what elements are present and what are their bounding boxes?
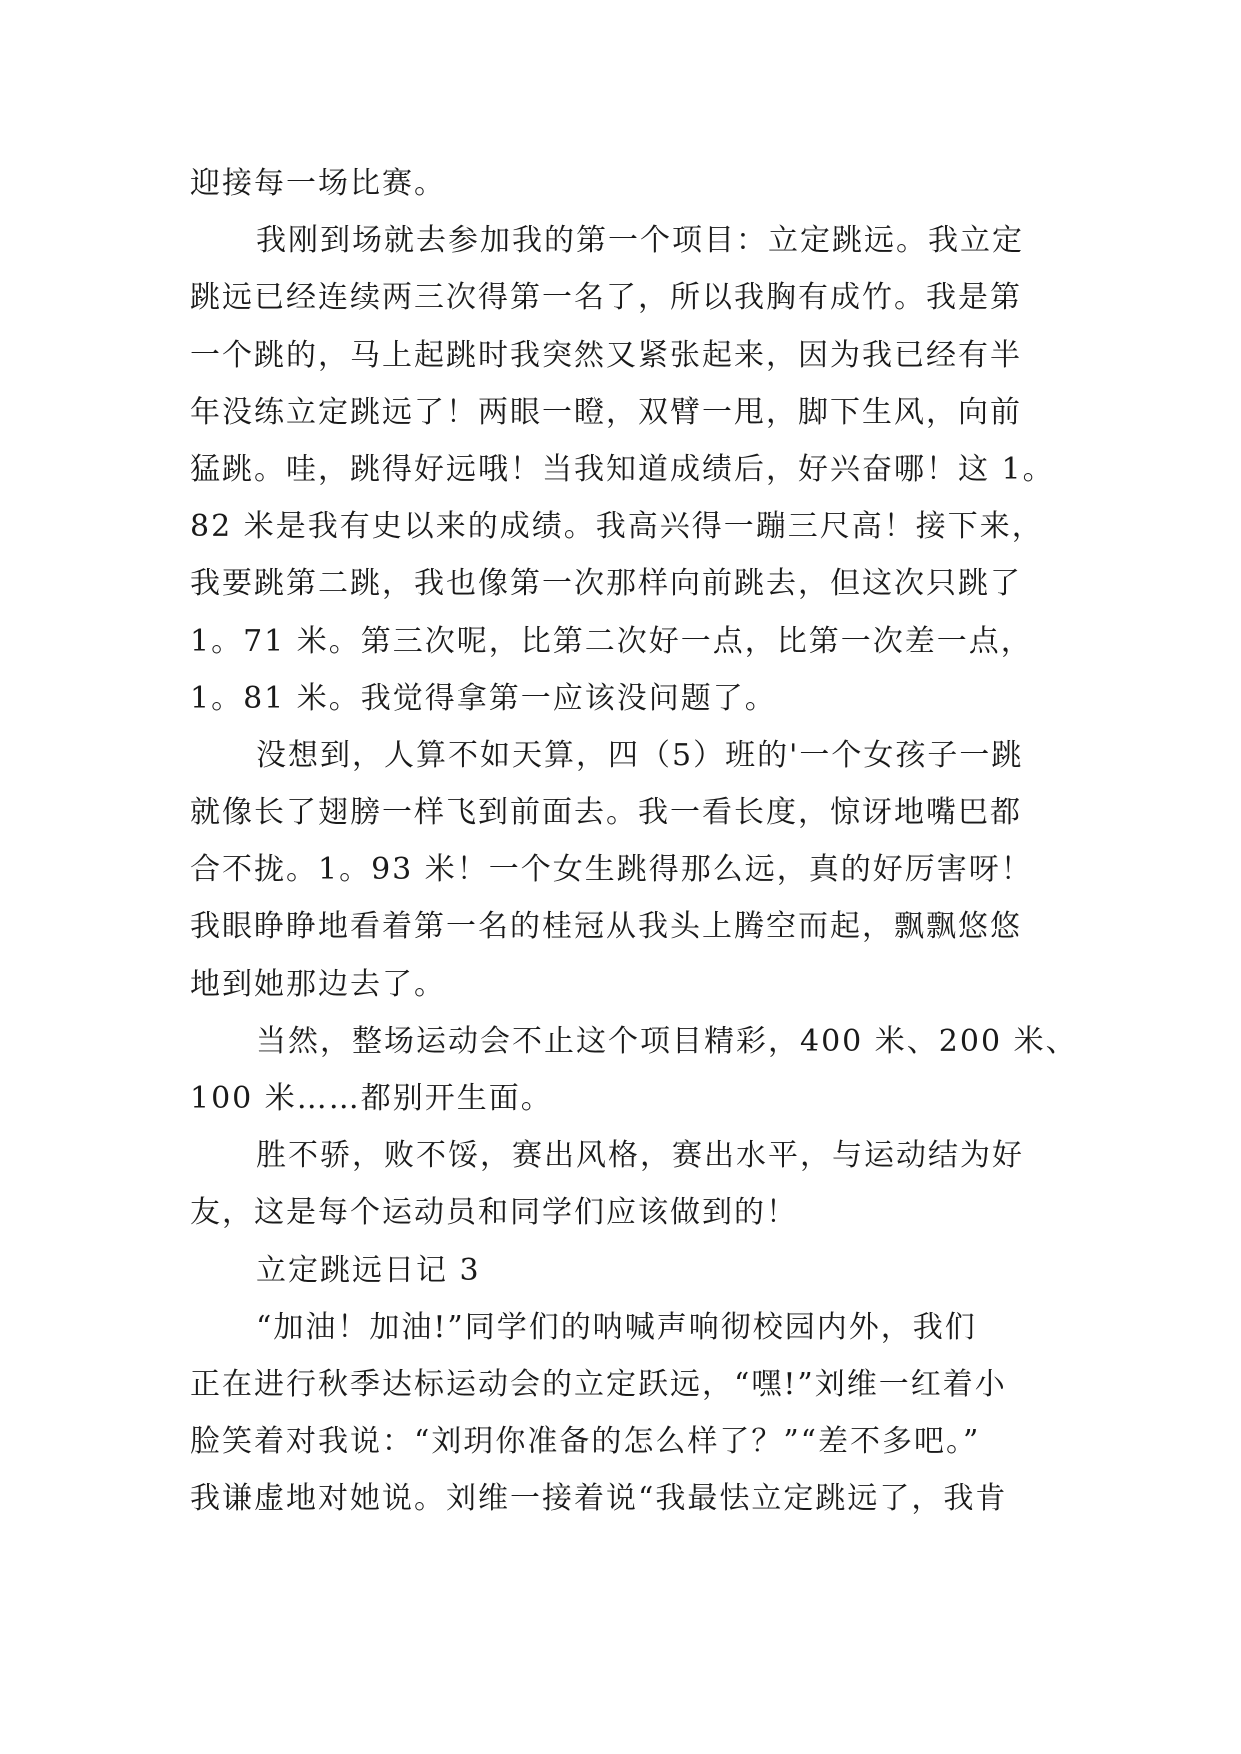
body-text [190, 155, 1078, 1528]
text-line: 82 米是我有史以来的成绩。我高兴得一蹦三尺高！接下来， [190, 509, 1044, 545]
text-line: 胜不骄，败不馁，赛出风格，赛出水平，与运动结为好 [256, 1138, 1024, 1174]
text-line: “加油！加油!”同学们的呐喊声响彻校园内外，我们 [256, 1309, 977, 1345]
text-line: 1。81 米。我觉得拿第一应该没问题了。 [190, 680, 777, 716]
text-line: 就像长了翅膀一样飞到前面去。我一看长度，惊讶地嘴巴都 [190, 795, 1022, 831]
text-line: 100 米……都别开生面。 [190, 1081, 553, 1116]
text-line: 当然，整场运动会不止这个项目精彩，400 米、200 米、 [256, 1023, 1078, 1059]
text-line: 地到她那边去了。 [190, 966, 446, 1002]
text-line: 1。71 米。第三次呢，比第二次好一点，比第一次差一点， [190, 623, 1033, 659]
text-line: 友，这是每个运动员和同学们应该做到的！ [190, 1195, 798, 1231]
text-line: 脸笑着对我说：“刘玥你准备的怎么样了？”“差不多吧。” [190, 1424, 981, 1460]
text-line: 我眼睁睁地看着第一名的桂冠从我头上腾空而起，飘飘悠悠 [190, 909, 1022, 945]
text-line: 一个跳的，马上起跳时我突然又紧张起来，因为我已经有半 [190, 337, 1022, 373]
text-line: 合不拢。1。93 米！一个女生跳得那么远，真的好厉害呀！ [190, 852, 1033, 888]
text-line: 猛跳。哇，跳得好远哦！当我知道成绩后，好兴奋哪！这 1。 [190, 451, 1055, 487]
text-line: 我谦虚地对她说。刘维一接着说“我最怯立定跳远了，我肯 [190, 1481, 1008, 1517]
text-line: 跳远已经连续两三次得第一名了，所以我胸有成竹。我是第 [190, 280, 1022, 316]
text-line: 我刚到场就去参加我的第一个项目：立定跳远。我立定 [256, 223, 1024, 259]
text-line: 迎接每一场比赛。 [190, 166, 446, 201]
text-line: 年没练立定跳远了！两眼一瞪，双臂一甩，脚下生风，向前 [190, 394, 1022, 430]
text-line: 正在进行秋季达标运动会的立定跃远，“嘿!”刘维一红着小 [190, 1366, 1007, 1402]
section-heading: 立定跳远日记 3 [256, 1252, 481, 1288]
text-line: 没想到，人算不如天算，四（5）班的'一个女孩子一跳 [256, 737, 1024, 773]
text-line: 我要跳第二跳，我也像第一次那样向前跳去，但这次只跳了 [190, 566, 1022, 602]
